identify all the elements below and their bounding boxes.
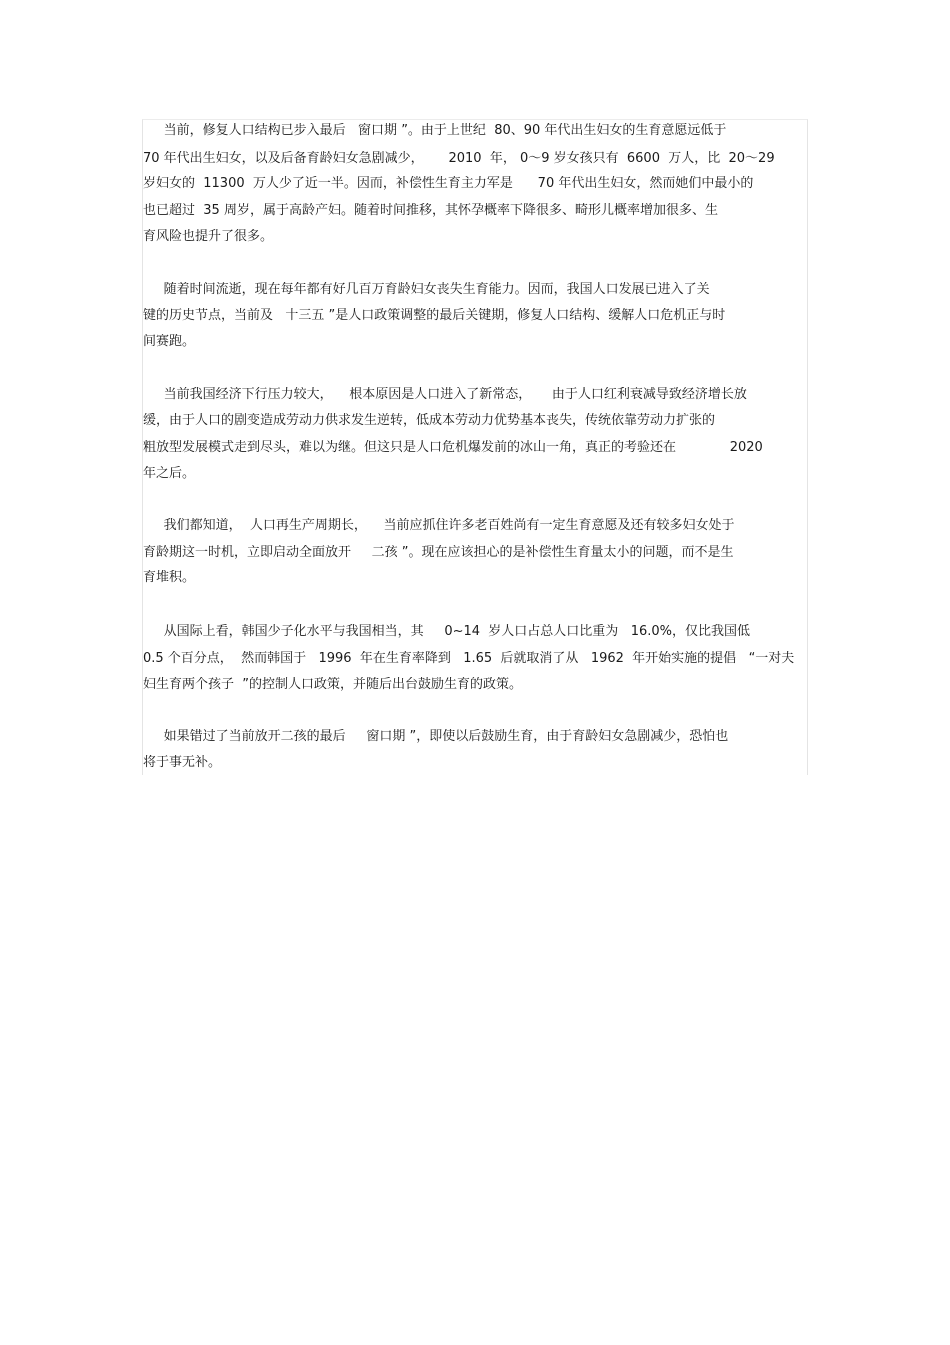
paragraph-3-line-2: 缓，由于人口的剧变造成劳动力供求发生逆转，低成本劳动力优势基本丧失，传统依靠劳动力扩张的 (143, 413, 716, 428)
paragraph-4-line-1: 我们都知道， 人口再生产周期长， 当前应抓住许多老百姓尚有一定生育意愿及还有较多妇女处于 (143, 518, 735, 533)
paragraph-1-line-4: 也已超过 35 周岁，属于高龄产妇。随着时间推移，其怀孕概率下降很多、畸形儿概率增加很多、生 (143, 203, 718, 218)
paragraph-1-line-1: 当前，修复人口结构已步入最后 窗口期 ”。由于上世纪 80、90 年代出生妇女的生育意愿远低于 (143, 123, 727, 138)
paragraph-3-line-4: 年之后。 (143, 466, 196, 481)
paragraph-6-line-2: 将于事无补。 (143, 755, 222, 770)
paragraph-1-line-3: 岁妇女的 11300 万人少了近一半。因而，补偿性生育主力军是 70 年代出生妇女，然而她们中最小的 (143, 176, 754, 191)
paragraph-2-line-3: 间赛跑。 (143, 334, 196, 349)
paragraph-2-line-2: 键的历史节点，当前及 十三五 ”是人口政策调整的最后关键期，修复人口结构、缓解人口危机正与时 (143, 308, 726, 323)
paragraph-5-line-2: 0.5 个百分点， 然而韩国于 1996 年在生育率降到 1.65 后就取消了从 1962 年开始实施的提倡 “一对夫 (143, 651, 795, 666)
paragraph-4-line-2: 育龄期这一时机，立即启动全面放开 二孩 ”。现在应该担心的是补偿性生育量太小的问题，而不是生 (143, 545, 734, 560)
paragraph-6-line-1: 如果错过了当前放开二孩的最后 窗口期 ”，即使以后鼓励生育，由于育龄妇女急剧减少，恐怕也 (143, 729, 729, 744)
paragraph-1-line-5: 育风险也提升了很多。 (143, 229, 274, 244)
paragraph-5-line-1: 从国际上看，韩国少子化水平与我国相当，其 0~14 岁人口占总人口比重为 16.0%，仅比我国低 (143, 624, 750, 639)
paragraph-4-line-3: 育堆积。 (143, 570, 196, 585)
paragraph-3-line-1: 当前我国经济下行压力较大， 根本原因是人口进入了新常态， 由于人口红利衰减导致经济增长放 (143, 387, 747, 402)
paragraph-5-line-3: 妇生育两个孩子 ”的控制人口政策，并随后出台鼓励生育的政策。 (143, 677, 522, 692)
paragraph-1-line-2: 70 年代出生妇女，以及后备育龄妇女急剧减少， 2010 年， 0～9 岁女孩只有 6600 万人，比 20～29 (143, 151, 775, 166)
paragraph-2-line-1: 随着时间流逝，现在每年都有好几百万育龄妇女丧失生育能力。因而，我国人口发展已进入了关 (143, 282, 710, 297)
paragraph-3-line-3: 粗放型发展模式走到尽头，难以为继。但这只是人口危机爆发前的冰山一角，真正的考验还在 2020 (143, 440, 763, 455)
